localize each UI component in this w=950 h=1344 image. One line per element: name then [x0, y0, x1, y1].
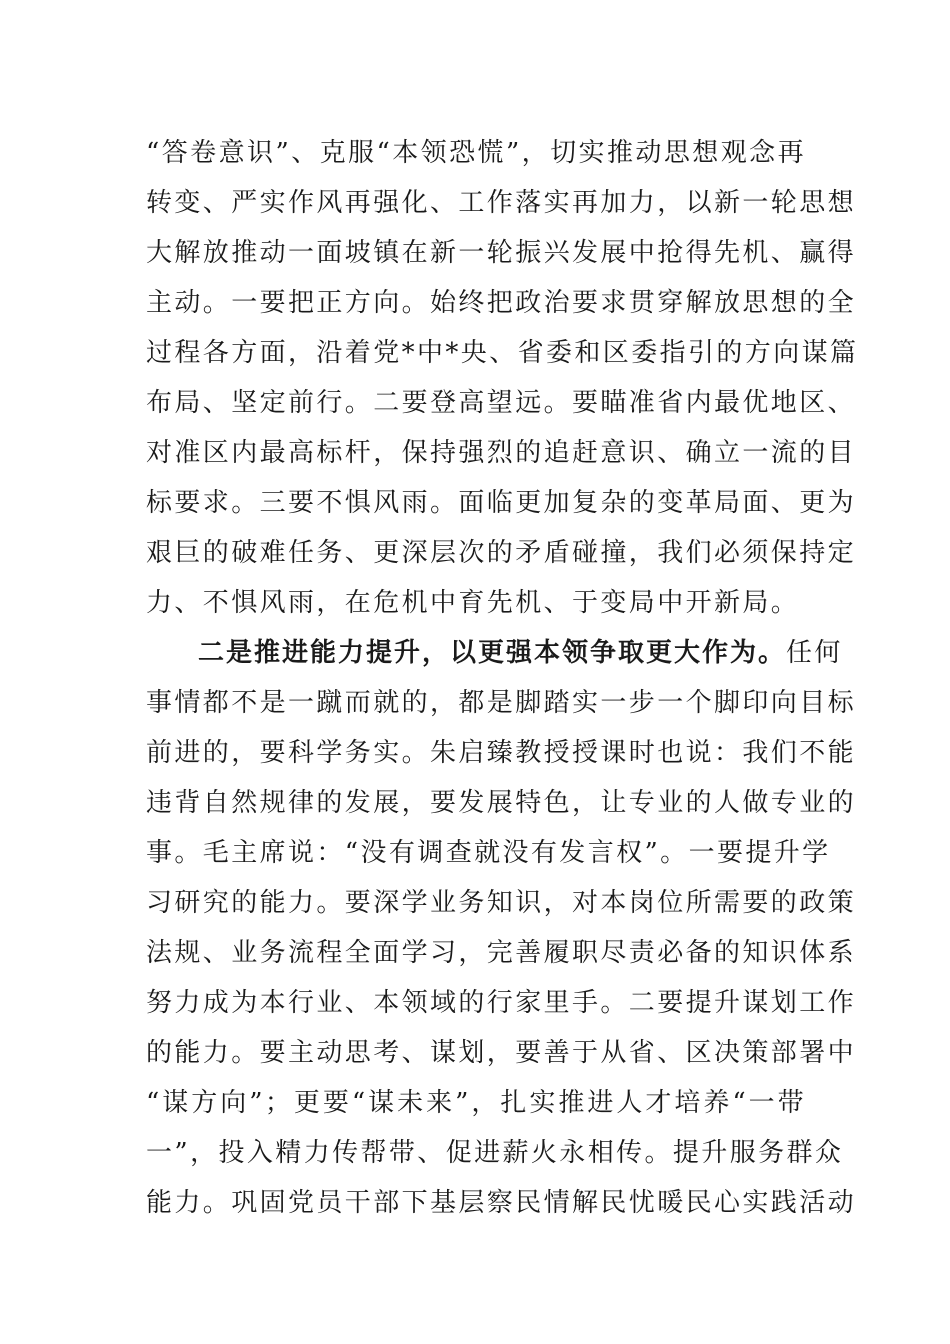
paragraph1-line: 标要求。三要不惧风雨。面临更加复杂的变革局面、更为 — [146, 488, 857, 518]
paragraph2-line: 事。毛主席说：“没有调查就没有发言权”。一要提升学 — [146, 838, 831, 868]
paragraph1-line: 艰巨的破难任务、更深层次的矛盾碰撞，我们必须保持定 — [146, 538, 857, 568]
paragraph1-line: 过程各方面，沿着党*中*央、省委和区委指引的方向谋篇 — [146, 338, 859, 368]
body-text — [146, 128, 859, 1228]
paragraph2-first-line-rest: 任何 — [786, 638, 843, 668]
paragraph1-line: 大解放推动一面坡镇在新一轮振兴发展中抢得先机、赢得 — [146, 238, 857, 268]
paragraph2-line: 一”，投入精力传帮带、促进薪火永相传。提升服务群众 — [146, 1138, 844, 1168]
paragraph1-line: 布局、坚定前行。二要登高望远。要瞄准省内最优地区、 — [146, 388, 857, 418]
paragraph1-line: 主动。一要把正方向。始终把政治要求贯穿解放思想的全 — [146, 288, 857, 318]
paragraph2-line: 事情都不是一蹴而就的，都是脚踏实一步一个脚印向目标 — [146, 688, 857, 718]
paragraph1-line: 转变、严实作风再强化、工作落实再加力，以新一轮思想 — [146, 188, 857, 218]
paragraph2-line: 努力成为本行业、本领域的行家里手。二要提升谋划工作 — [146, 988, 857, 1018]
paragraph2-line: “谋方向”；更要“谋未来”，扎实推进人才培养“一带 — [146, 1088, 806, 1118]
paragraph2-line: 违背自然规律的发展，要发展特色，让专业的人做专业的 — [146, 788, 857, 818]
paragraph1-line: 对准区内最高标杆，保持强烈的追赶意识、确立一流的目 — [146, 438, 857, 468]
paragraph2-line: 前进的，要科学务实。朱启臻教授授课时也说：我们不能 — [146, 738, 857, 768]
paragraph2-line: 法规、业务流程全面学习，完善履职尽责必备的知识体系 — [146, 938, 857, 968]
paragraph1-line: “答卷意识”、克服“本领恐慌”，切实推动思想观念再 — [146, 138, 806, 168]
paragraph2-line: 的能力。要主动思考、谋划，要善于从省、区决策部署中 — [146, 1038, 857, 1068]
paragraph2-first-line — [146, 628, 843, 678]
paragraph2-line: 能力。巩固党员干部下基层察民情解民忧暖民心实践活动 — [146, 1188, 857, 1218]
paragraph2-line: 习研究的能力。要深学业务知识，对本岗位所需要的政策 — [146, 888, 857, 918]
paragraph2-heading: 二是推进能力提升，以更强本领争取更大作为。 — [198, 638, 787, 668]
paragraph1-line: 力、不惧风雨，在危机中育先机、于变局中开新局。 — [146, 588, 800, 618]
